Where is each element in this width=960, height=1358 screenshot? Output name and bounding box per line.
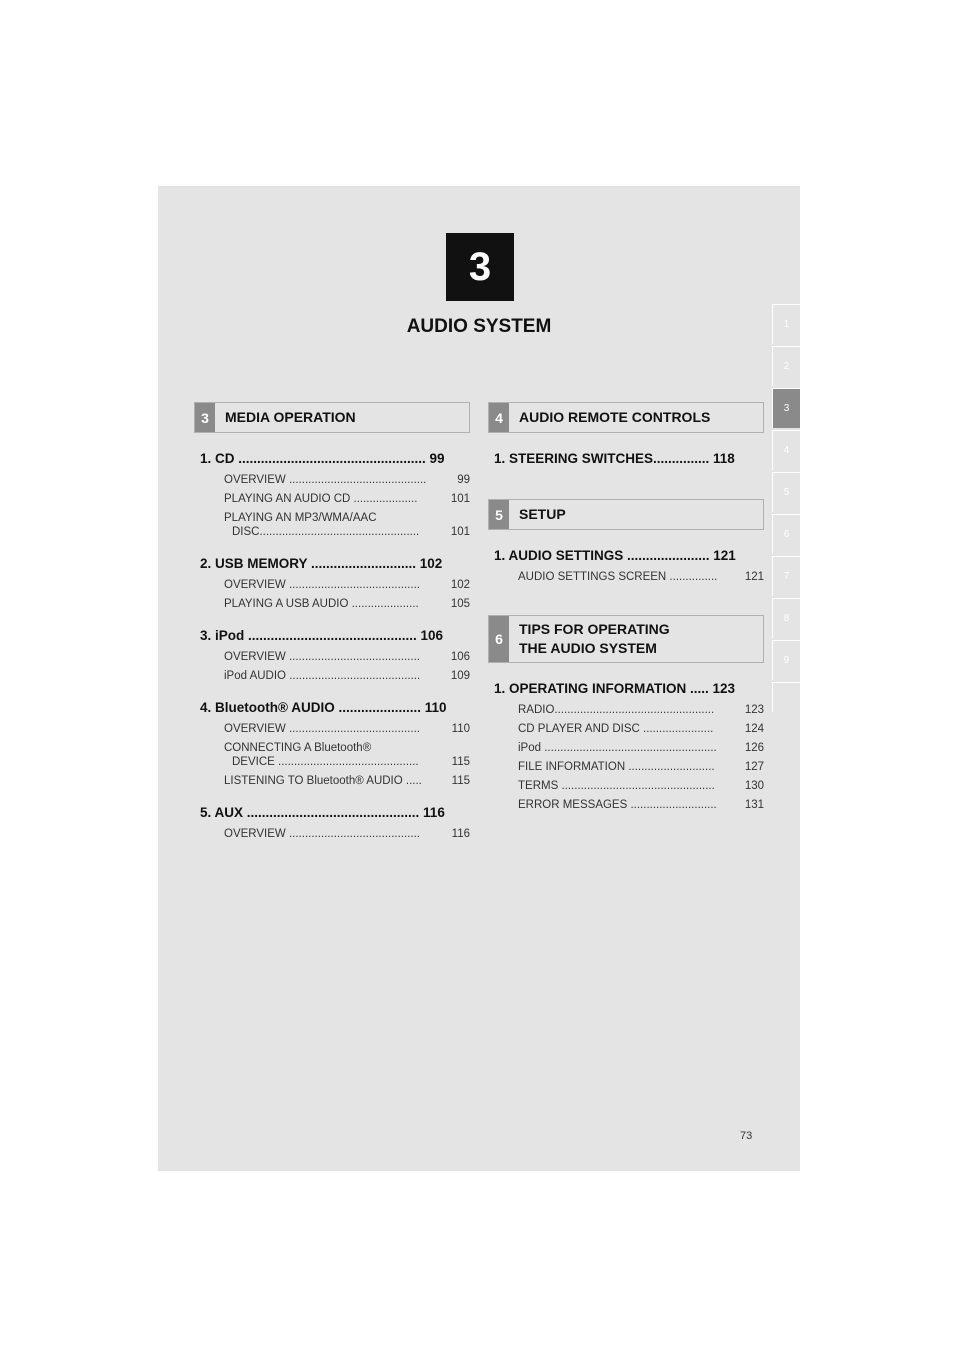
sub-page: 116: [451, 828, 470, 840]
toc-entry-usb[interactable]: [200, 556, 470, 571]
section-header-remote: [488, 402, 764, 433]
toc-sub[interactable]: [518, 570, 764, 584]
section-number: 6: [489, 616, 509, 662]
sub-title-line1: CONNECTING A Bluetooth®: [224, 742, 372, 754]
sub-page: 102: [450, 579, 470, 591]
sub-page: 105: [450, 598, 470, 610]
toc-sub[interactable]: [518, 798, 764, 812]
section-number: 3: [195, 403, 215, 432]
sub-page: 101: [450, 493, 470, 505]
tab-9[interactable]: 9: [772, 640, 800, 680]
sub-title: FILE INFORMATION ...........................: [518, 761, 715, 773]
sub-title: OVERVIEW .........................................: [224, 651, 420, 663]
chapter-number-box: 3: [446, 233, 514, 301]
chapter-tabs: [772, 304, 800, 714]
sub-title: OVERVIEW .........................................: [224, 828, 420, 840]
toc-sub[interactable]: [224, 511, 470, 539]
sub-title: LISTENING TO Bluetooth® AUDIO .....: [224, 775, 422, 787]
sub-page: 131: [744, 799, 764, 811]
sub-title: DISC..................................................: [232, 526, 420, 538]
toc-sub[interactable]: [224, 774, 470, 788]
entry-title: 1. OPERATING INFORMATION ..... 123: [494, 681, 736, 696]
toc-sub[interactable]: [518, 722, 764, 736]
right-column: [488, 402, 764, 817]
sub-title: AUDIO SETTINGS SCREEN ...............: [518, 571, 718, 583]
entry-title: 1. AUDIO SETTINGS ...................... 121: [494, 548, 736, 563]
toc-entry-steering[interactable]: [494, 451, 764, 466]
entry-title: 3. iPod ............................................. 106: [200, 628, 444, 643]
sub-title: PLAYING A USB AUDIO .....................: [224, 598, 419, 610]
sub-title: PLAYING AN AUDIO CD ....................: [224, 493, 418, 505]
tab-4[interactable]: 4: [772, 430, 800, 470]
entry-title: 2. USB MEMORY ............................ 102: [200, 556, 443, 571]
section-number: 5: [489, 500, 509, 529]
toc-sub[interactable]: [518, 703, 764, 717]
section-title: MEDIA OPERATION: [225, 409, 356, 425]
toc-sub[interactable]: [224, 741, 470, 769]
tab-5[interactable]: 5: [772, 472, 800, 512]
sub-page: 123: [744, 704, 764, 716]
toc-sub[interactable]: [224, 473, 470, 487]
sub-page: 126: [744, 742, 764, 754]
tab-blank[interactable]: [772, 682, 800, 712]
entry-title: 4. Bluetooth® AUDIO ...................... 110: [200, 700, 447, 715]
section-title: SETUP: [519, 506, 566, 522]
sub-title: OVERVIEW .........................................: [224, 579, 420, 591]
sub-page: 124: [744, 723, 764, 735]
sub-title-line1: PLAYING AN MP3/WMA/AAC: [224, 512, 377, 524]
chapter-title: AUDIO SYSTEM: [406, 316, 552, 337]
sub-title: iPod AUDIO .........................................: [224, 670, 421, 682]
toc-sub[interactable]: [224, 669, 470, 683]
toc-entry-aux[interactable]: [200, 805, 470, 820]
tab-2[interactable]: 2: [772, 346, 800, 386]
tab-7[interactable]: 7: [772, 556, 800, 596]
sub-page: 106: [450, 651, 470, 663]
section-title-line2: THE AUDIO SYSTEM: [519, 640, 657, 656]
section-title: AUDIO REMOTE CONTROLS: [519, 409, 711, 425]
entry-title: 5. AUX .............................................. 116: [200, 805, 445, 820]
sub-page: 99: [457, 474, 470, 486]
section-header-setup: [488, 499, 764, 530]
toc-sub[interactable]: [224, 722, 470, 736]
toc-entry-audio-settings[interactable]: [494, 548, 764, 563]
sub-page: 121: [744, 571, 764, 583]
section-title-line1: TIPS FOR OPERATING: [519, 621, 670, 637]
toc-entry-operating-info[interactable]: [494, 681, 764, 696]
sub-title: DEVICE ............................................: [232, 756, 419, 768]
sub-page: 110: [451, 723, 470, 735]
sub-title: RADIO..................................................: [518, 704, 715, 716]
tab-8[interactable]: 8: [772, 598, 800, 638]
toc-sub[interactable]: [518, 741, 764, 755]
entry-title: 1. CD .................................................. 99: [200, 451, 445, 466]
toc-sub[interactable]: [224, 827, 470, 841]
sub-page: 115: [451, 775, 470, 787]
tab-3[interactable]: 3: [772, 388, 800, 428]
sub-title: OVERVIEW .........................................: [224, 723, 420, 735]
sub-page: 109: [450, 670, 470, 682]
tab-6[interactable]: 6: [772, 514, 800, 554]
sub-title: TERMS ................................................: [518, 780, 715, 792]
toc-sub[interactable]: [224, 597, 470, 611]
toc-entry-ipod[interactable]: [200, 628, 470, 643]
left-column: [194, 402, 470, 846]
page-number: 73: [740, 1130, 753, 1142]
toc-sub[interactable]: [224, 492, 470, 506]
toc-sub[interactable]: [224, 650, 470, 664]
sub-title: OVERVIEW ...........................................: [224, 474, 427, 486]
sub-title: iPod ......................................................: [518, 742, 717, 754]
sub-title: CD PLAYER AND DISC ......................: [518, 723, 714, 735]
entry-title: 1. STEERING SWITCHES............... 118: [494, 451, 735, 466]
toc-sub[interactable]: [518, 779, 764, 793]
section-header-tips: [488, 615, 764, 663]
sub-page: 115: [451, 756, 470, 768]
sub-page: 127: [744, 761, 764, 773]
sub-page: 101: [450, 526, 470, 538]
section-header-media: [194, 402, 470, 433]
sub-page: 130: [744, 780, 764, 792]
toc-sub[interactable]: [224, 578, 470, 592]
section-title: [509, 616, 680, 662]
sub-title: ERROR MESSAGES ...........................: [518, 799, 717, 811]
toc-entry-bluetooth[interactable]: [200, 700, 470, 715]
tab-1[interactable]: 1: [772, 304, 800, 344]
toc-entry-cd[interactable]: [200, 451, 470, 466]
section-number: 4: [489, 403, 509, 432]
toc-sub[interactable]: [518, 760, 764, 774]
